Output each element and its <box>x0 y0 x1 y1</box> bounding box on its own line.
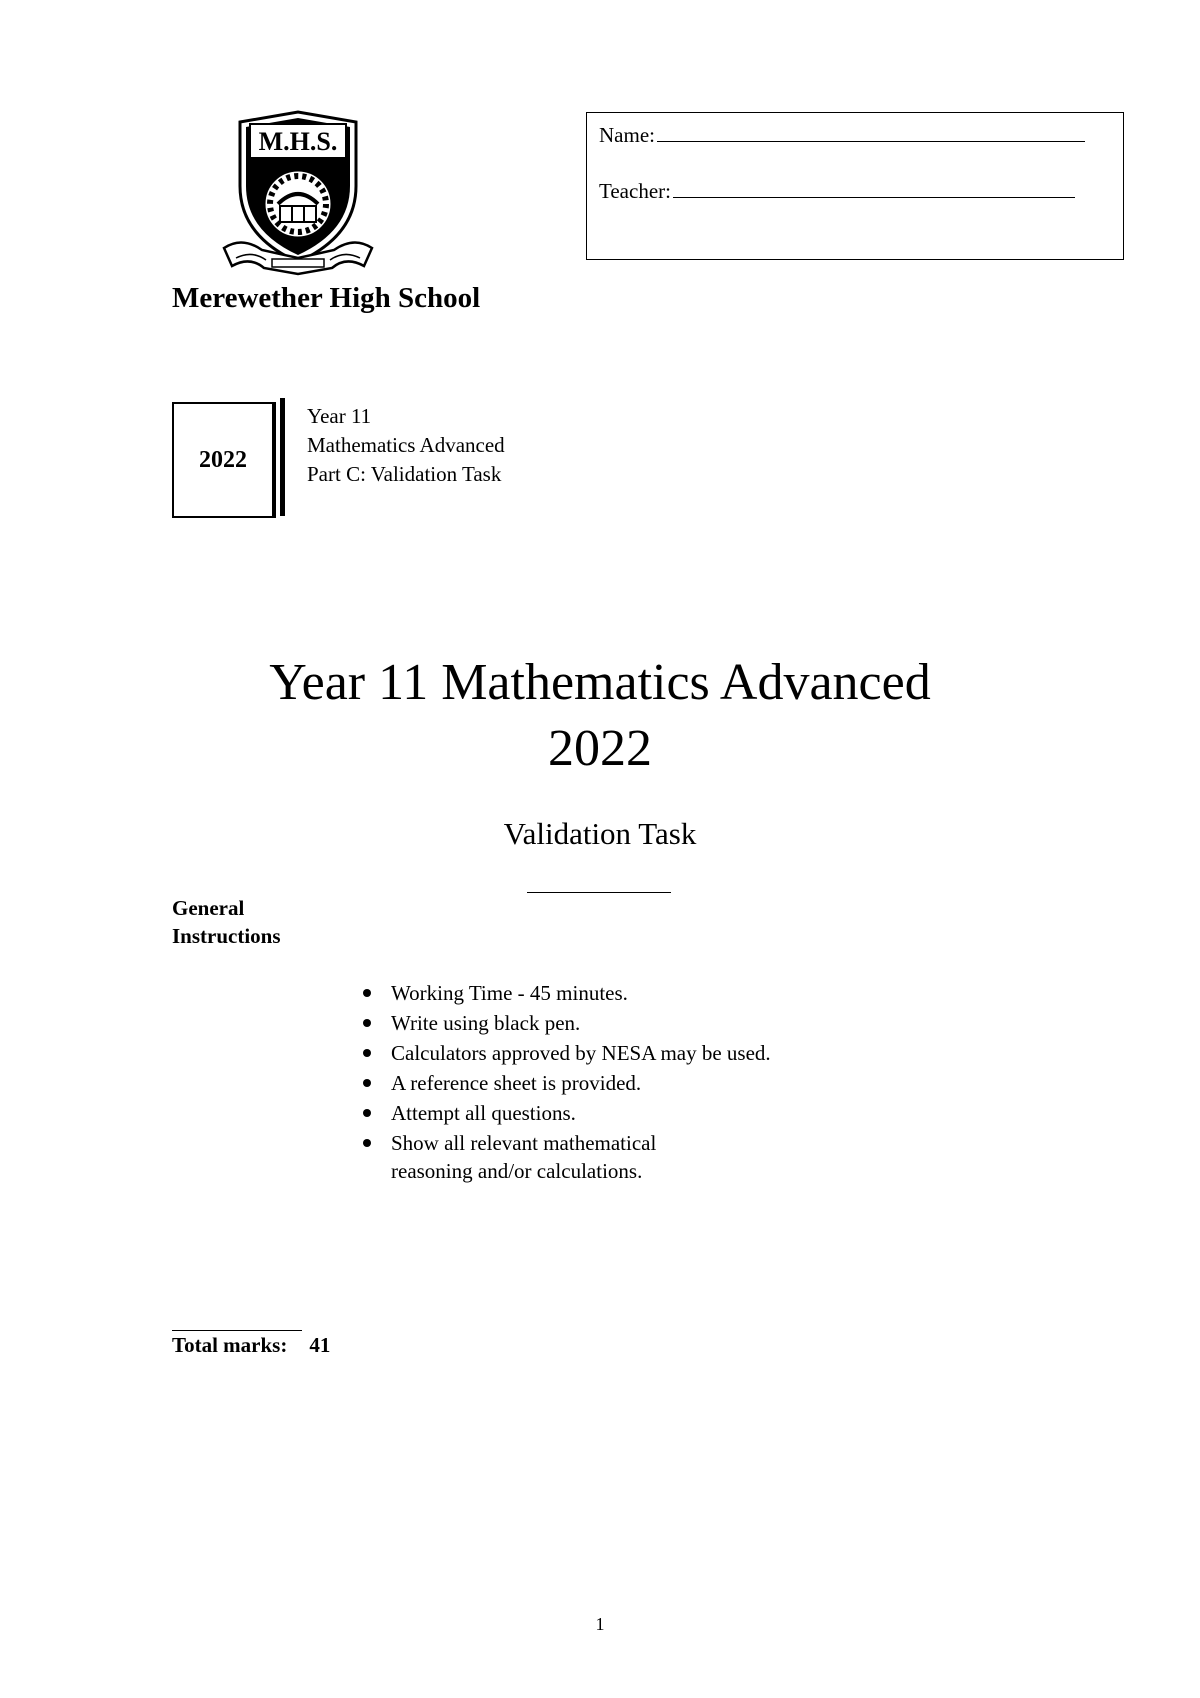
main-title-line2: 2022 <box>548 720 652 777</box>
list-item: Write using black pen. <box>355 1008 771 1038</box>
total-rule <box>172 1330 302 1331</box>
name-field-row <box>599 123 1085 148</box>
year-box-divider <box>280 398 285 516</box>
main-title-line1: Year 11 Mathematics Advanced <box>269 654 931 711</box>
name-field[interactable] <box>657 123 1085 142</box>
main-title <box>0 650 1200 782</box>
list-item: Calculators approved by NESA may be used. <box>355 1038 771 1068</box>
course-year: Year 11 <box>307 404 372 428</box>
svg-text:M.H.S.: M.H.S. <box>258 127 338 156</box>
total-marks-label: Total marks: <box>172 1333 288 1357</box>
instructions-heading <box>172 894 281 950</box>
list-item-continuation: reasoning and/or calculations. <box>391 1159 643 1183</box>
year-box-label: 2022 <box>199 446 247 473</box>
total-marks <box>172 1333 330 1358</box>
subtitle-rule <box>527 892 671 893</box>
school-name: Merewether High School <box>172 282 481 314</box>
instructions-list <box>355 978 771 1185</box>
instructions-heading-line1: General <box>172 896 245 920</box>
teacher-label: Teacher: <box>599 179 671 203</box>
list-item: Working Time - 45 minutes. <box>355 978 771 1008</box>
subtitle: Validation Task <box>503 816 697 851</box>
page-number: 1 <box>595 1614 605 1634</box>
year-box <box>172 402 276 518</box>
school-crest-logo <box>222 108 374 278</box>
course-subject: Mathematics Advanced <box>307 433 505 457</box>
list-item: A reference sheet is provided. <box>355 1068 771 1098</box>
student-details-box <box>586 112 1124 260</box>
course-task: Part C: Validation Task <box>307 462 502 486</box>
list-item: Show all relevant mathematical <box>355 1128 771 1158</box>
list-item: Attempt all questions. <box>355 1098 771 1128</box>
course-info <box>307 402 505 489</box>
total-marks-value: 41 <box>309 1333 331 1357</box>
teacher-field-row <box>599 179 1075 204</box>
name-label: Name: <box>599 123 655 147</box>
teacher-field[interactable] <box>673 179 1075 198</box>
instructions-heading-line2: Instructions <box>172 924 281 948</box>
